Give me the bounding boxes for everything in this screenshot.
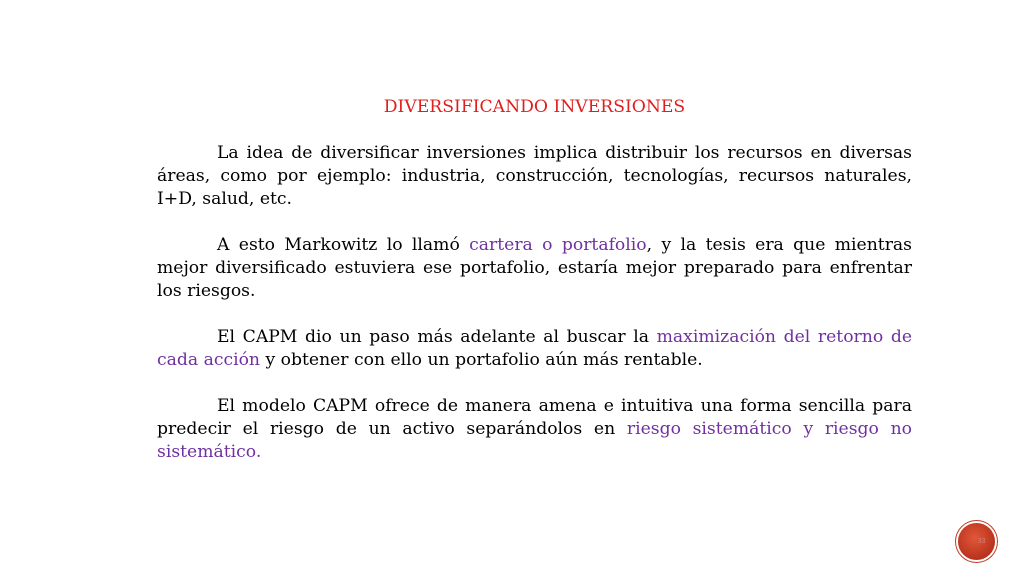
paragraph-diversification [157, 142, 912, 211]
paragraph-markowitz [157, 234, 912, 303]
paragraph-capm-step [157, 326, 912, 372]
slide-number: 33 [977, 538, 986, 545]
paragraph-text: A esto Markowitz lo llamó [217, 235, 470, 255]
highlight-term: riesgo sistemático y riesgo no sistemático. [157, 419, 913, 462]
highlight-term: maximización del retorno de cada acción [157, 327, 912, 370]
slide-title: DIVERSIFICANDO INVERSIONES [383, 97, 686, 117]
paragraph-text: , y la tesis era que mientras mejor diversificado estuviera ese portafolio, estaría mejor preparado para enfrentar los riesgos. [157, 235, 912, 301]
paragraph-capm-model [157, 395, 912, 464]
slide-content [157, 96, 912, 487]
highlight-term: cartera o portafolio [469, 235, 647, 255]
paragraph-text: y obtener con ello un portafolio aún más rentable. [260, 350, 703, 370]
paragraph-text: El modelo CAPM ofrece de manera amena e intuitiva una forma sencilla para predecir el riesgo de un activo separándolos en [157, 396, 912, 439]
slide-number-badge [958, 523, 995, 560]
paragraph-text: El CAPM dio un paso más adelante al buscar la [217, 327, 657, 347]
paragraph-text: La idea de diversificar inversiones implica distribuir los recursos en diversas áreas, como por ejemplo: industria, construcción, tecnologías, recursos naturales, I+D, salud, etc. [157, 143, 912, 209]
